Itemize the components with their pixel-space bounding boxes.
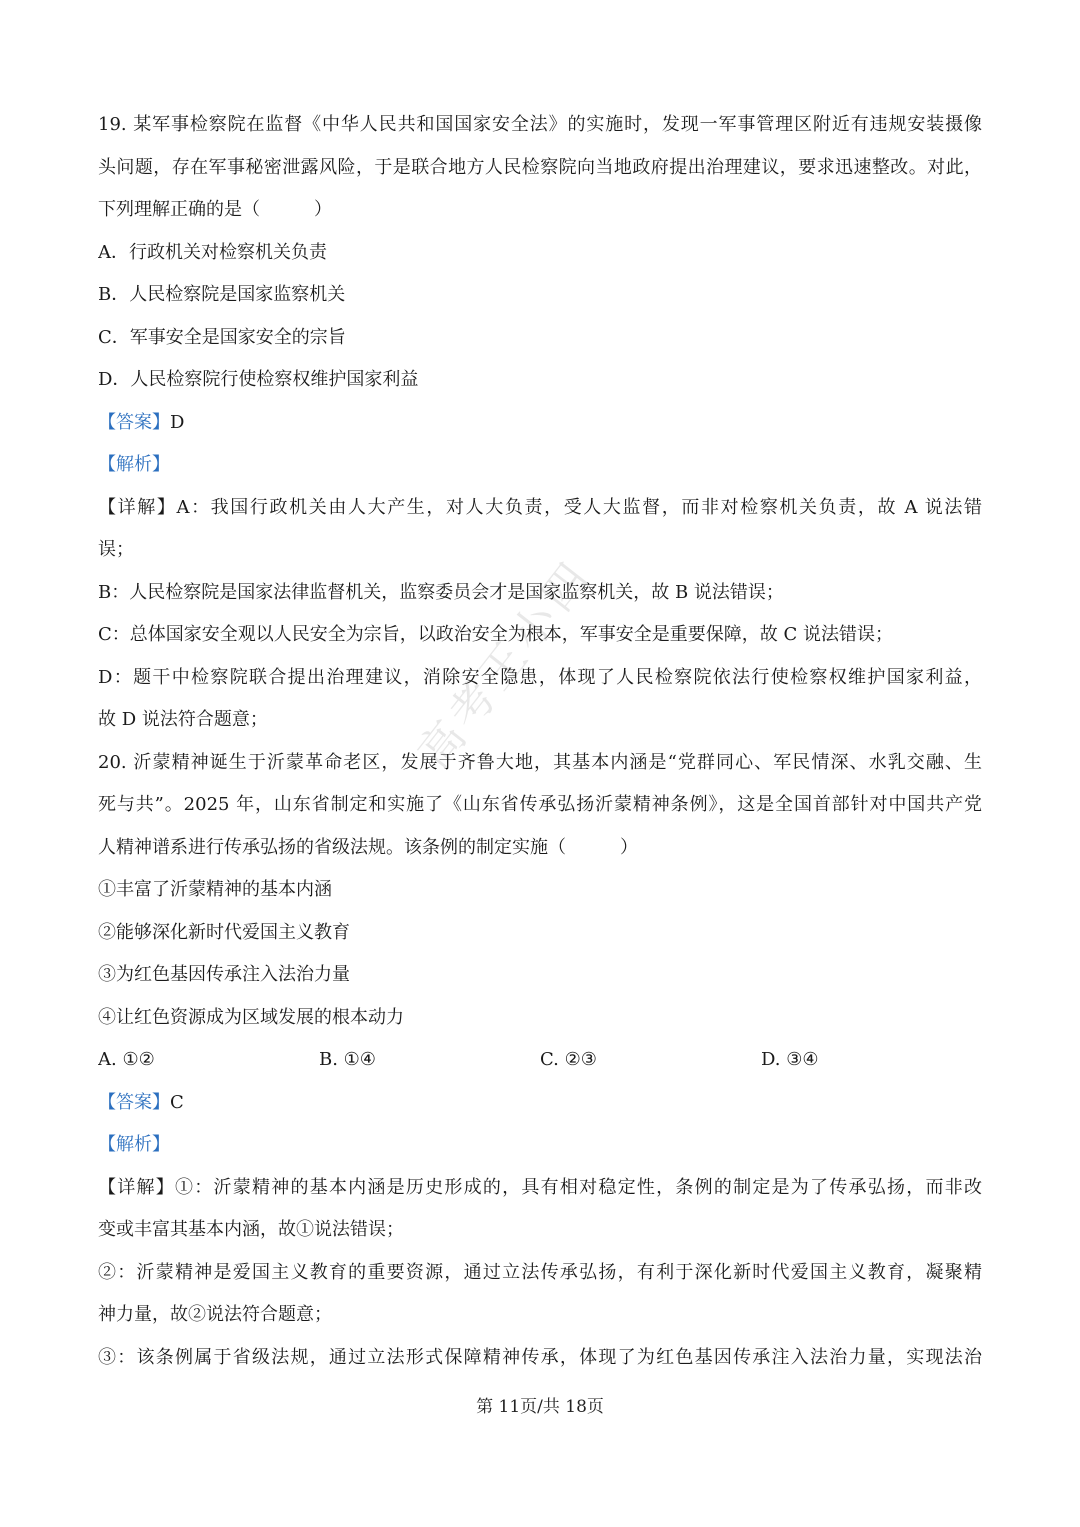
answer-value: C bbox=[170, 1091, 184, 1113]
detail-text: ①：沂蒙精神的基本内涵是历史形成的，具有相对稳定性，条例的制定是为了传承弘扬，而非改 bbox=[174, 1176, 982, 1198]
q20-statement-4: ④让红色资源成为区域发展的根本动力 bbox=[98, 1006, 404, 1028]
answer-value: D bbox=[170, 411, 185, 433]
q20-detail-line: ②：沂蒙精神是爱国主义教育的重要资源，通过立法传承弘扬，有利于深化新时代爱国主义教育，凝聚精 bbox=[98, 1261, 982, 1283]
q19-detail-line: C：总体国家安全观以人民安全为宗旨，以政治安全为根本，军事安全是重要保障，故 C 说法错误； bbox=[98, 624, 893, 645]
watermark: 高考王小四 bbox=[408, 549, 603, 779]
q19-detail-line: 误； bbox=[98, 539, 134, 560]
detail-tag: 【详解】 bbox=[98, 496, 177, 518]
q19-option-d: D．人民检察院行使检察权维护国家利益 bbox=[98, 369, 419, 390]
q19-option-b: B．人民检察院是国家监察机关 bbox=[98, 284, 346, 305]
q20-choice-b: B. ①④ bbox=[319, 1049, 376, 1070]
q20-statement-3: ③为红色基因传承注入法治力量 bbox=[98, 964, 350, 985]
q20-analysis-tag: 【解析】 bbox=[98, 1134, 170, 1155]
q19-answer bbox=[98, 402, 982, 445]
q19-analysis-tag: 【解析】 bbox=[98, 454, 170, 475]
q20-stem-line: 20. 沂蒙精神诞生于沂蒙革命老区，发展于齐鲁大地，其基本内涵是“党群同心、军民情深、水乳交融、生 bbox=[98, 751, 982, 773]
page-content bbox=[98, 104, 982, 1379]
q20-detail-line: 变或丰富其基本内涵，故①说法错误； bbox=[98, 1219, 404, 1240]
q20-choice-d: D. ③④ bbox=[761, 1049, 819, 1070]
q20-statement-2: ②能够深化新时代爱国主义教育 bbox=[98, 921, 350, 943]
q19-option-a: A．行政机关对检察机关负责 bbox=[98, 241, 327, 263]
answer-tag: 【答案】 bbox=[98, 1091, 170, 1113]
q19-stem-line: 19. 某军事检察院在监督《中华人民共和国国家安全法》的实施时，发现一军事管理区附近有违规安装摄像 bbox=[98, 114, 982, 135]
q19-detail-line: B：人民检察院是国家法律监督机关，监察委员会才是国家监察机关，故 B 说法错误； bbox=[98, 581, 784, 603]
q20-choice-c: C. ②③ bbox=[540, 1049, 597, 1070]
q19-option-c: C．军事安全是国家安全的宗旨 bbox=[98, 326, 346, 348]
q19-stem-line: 头问题，存在军事秘密泄露风险，于是联合地方人民检察院向当地政府提出治理建议，要求迅速整改。对此， bbox=[98, 156, 982, 178]
q20-choices bbox=[98, 1039, 982, 1082]
q20-answer bbox=[98, 1082, 982, 1125]
q20-detail-line bbox=[98, 1167, 982, 1210]
detail-text: A：我国行政机关由人大产生，对人大负责，受人大监督，而非对检察机关负责，故 A 说法错 bbox=[176, 496, 982, 518]
detail-tag: 【详解】 bbox=[98, 1176, 175, 1198]
answer-tag: 【答案】 bbox=[98, 411, 170, 433]
q20-detail-line: ③：该条例属于省级法规，通过立法形式保障精神传承，体现了为红色基因传承注入法治力量，实现法治 bbox=[98, 1346, 982, 1368]
q19-stem-line: 下列理解正确的是（ ） bbox=[98, 199, 332, 220]
q20-stem-line: 人精神谱系进行传承弘扬的省级法规。该条例的制定实施（ ） bbox=[98, 836, 638, 858]
q19-detail-line: D：题干中检察院联合提出治理建议，消除安全隐患，体现了人民检察院依法行使检察权维护国家利益， bbox=[98, 666, 982, 688]
page-number: 第 11页/共 18页 bbox=[476, 1397, 604, 1417]
q20-stem-line: 死与共”。2025 年，山东省制定和实施了《山东省传承弘扬沂蒙精神条例》，这是全国首部针对中国共产党 bbox=[98, 794, 982, 815]
q19-detail-line: 故 D 说法符合题意； bbox=[98, 709, 268, 730]
q20-choice-a: A. ①② bbox=[98, 1049, 155, 1070]
q19-detail-line bbox=[98, 487, 982, 530]
q20-detail-line: 神力量，故②说法符合题意； bbox=[98, 1304, 332, 1325]
q20-statement-1: ①丰富了沂蒙精神的基本内涵 bbox=[98, 879, 332, 900]
